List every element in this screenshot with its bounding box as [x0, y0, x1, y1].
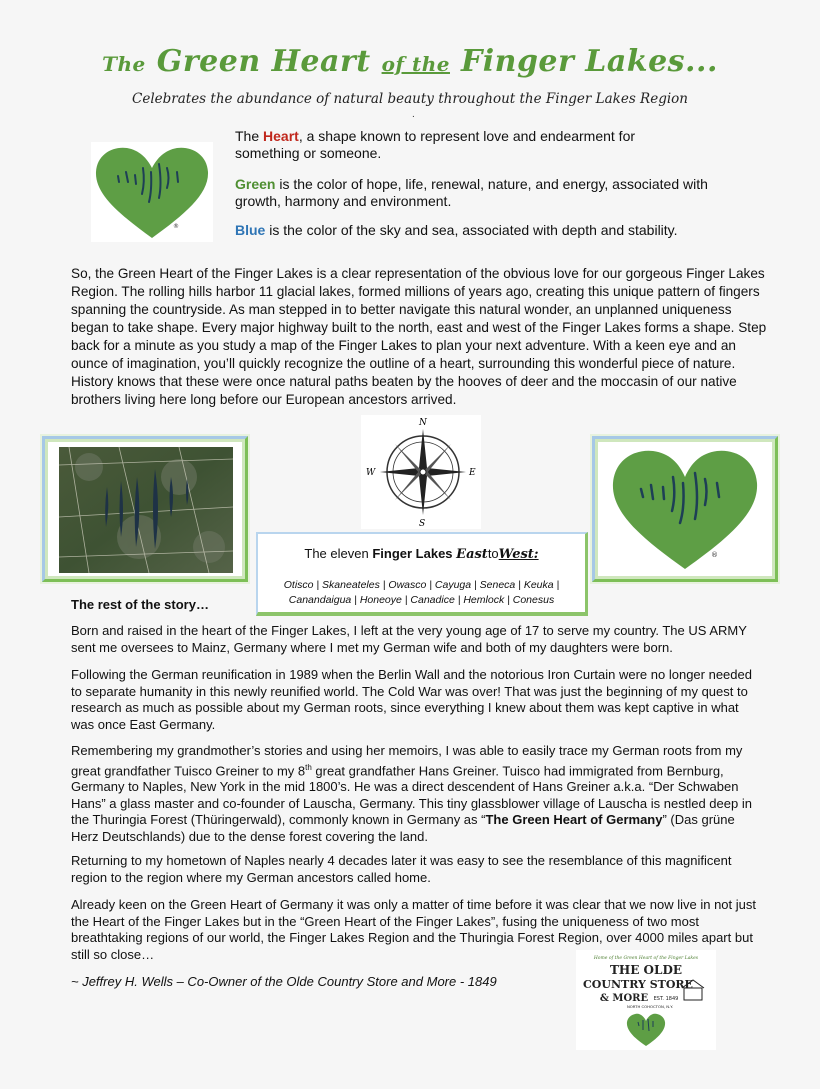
lakes-list [258, 578, 585, 608]
heart-frame [592, 436, 778, 582]
compass-north: N [419, 418, 427, 428]
green-heart-large-icon [607, 445, 763, 573]
blue-definition: Blue is the color of the sky and sea, associated with depth and stability. [235, 222, 678, 238]
finger-lakes-list-box [256, 532, 588, 616]
compass-east: E [469, 468, 476, 478]
lakes-box-heading: The eleven Finger Lakes EasttoWest: [304, 546, 539, 562]
finger-lakes-map-image [59, 447, 233, 573]
svg-text:THE OLDE: THE OLDE [609, 963, 683, 977]
story-paragraph-4: Returning to my hometown of Naples nearly 4 decades later it was easy to see the resemblance of this magnificent region to the region where my German ancestors called home. [71, 853, 732, 885]
page-title: The Green Heart of the Finger Lakes... [102, 44, 718, 79]
story-paragraph-3: Remembering my grandmother’s stories and using her memoirs, I was able to easily trace my German roots from my great grandfather Tuisco Greiner to my 8th great grandfather Hans Greiner. Tuisco had immigrated from Bernburg, Germany to Naples, New York in the mid 1800’s. He was a direct descendent of Hans Greiner a.k.a. “Der Schwaben Hans” a glass master and co-founder of Lauscha, Germany. This tiny glassblower village of Lauscha is nestled deep in the Thuringia Forest (Thüringerwald), commonly known in Germany as “The Green Heart of Germany” (Das grüne Herz Deutschlands) due to the dense forest covering the land. [71, 743, 752, 844]
compass-rose [361, 415, 481, 529]
olde-country-store-logo [576, 950, 716, 1050]
compass-west: W [366, 468, 376, 478]
svg-text:EST. 1849: EST. 1849 [653, 996, 679, 1002]
story-paragraph-5: Already keen on the Green Heart of Germany it was only a matter of time before it was clear that we now live in not just the Heart of the Finger Lakes but in the “Green Heart of the Finger Lakes”, fusing the uniqueness of two most breathtaking regions of our world, the Finger Lakes Region and the Thuringia Forest Region, over 4000 miles apart but still so close… [71, 897, 756, 962]
store-logo-graphic [576, 950, 716, 1050]
story-heading: The rest of the story… [71, 597, 209, 612]
heart-definition: The Heart, a shape known to represent love and endearment for something or someone. [235, 128, 636, 161]
svg-text:& MORE: & MORE [599, 993, 649, 1004]
separator-dot: . [412, 109, 415, 120]
compass-icon [361, 415, 481, 529]
compass-south: S [419, 519, 426, 529]
heart-logo-top [91, 142, 213, 242]
story-paragraph-2: Following the German reunification in 1989 when the Berlin Wall and the notorious Iron Curtain were no longer needed to separate humanity in this newly reunified world. The Cold War was over! That was just the beginning of my quest to research as much as possible about my German roots, since everything I knew about them was kept captive in what was once East Germany. [71, 667, 752, 732]
svg-text:Home of the Green Heart of the: Home of the Green Heart of the Finger Lakes [593, 956, 699, 961]
registered-mark-large: ® [711, 551, 718, 559]
green-heart-icon [91, 142, 213, 242]
svg-text:COUNTRY STORE: COUNTRY STORE [583, 978, 693, 991]
svg-text:NORTH COHOCTON, N.Y.: NORTH COHOCTON, N.Y. [626, 1004, 674, 1009]
page-subtitle: Celebrates the abundance of natural beauty throughout the Finger Lakes Region [132, 91, 688, 107]
signature: ~ Jeffrey H. Wells – Co-Owner of the Olde Country Store and More - 1849 [71, 974, 497, 989]
registered-mark: ® [173, 223, 179, 230]
story-paragraph-1: Born and raised in the heart of the Finger Lakes, I left at the very young age of 17 to serve my country. The US ARMY sent me oversees to Mainz, Germany where I met my German wife and both of my daughters were born. [71, 623, 747, 655]
lakes-list-line-1: Otisco | Skaneateles | Owasco | Cayuga | Seneca | Keuka | [283, 579, 560, 591]
green-definition: Green is the color of hope, life, renewal, nature, and energy, associated with growth, harmony and environment. [235, 176, 708, 209]
map-frame [42, 436, 248, 582]
main-paragraph: So, the Green Heart of the Finger Lakes is a clear representation of the obvious love for our gorgeous Finger Lakes Region. The rolling hills harbor 11 glacial lakes, formed millions of years ago, creating this unique pattern of fingers spanning the countryside. As man stepped in to better navigate this natural wonder, an unplanned uniqueness began to take shape. Every major highway built to the north, east and west of the Finger Lakes forms a shape. Step back for a minute as you study a map of the Finger Lakes to plan your next adventure. With a keen eye and an ounce of imagination, you’ll quickly recognize the outline of a heart, surrounding this wonderful piece of nature. History knows that these were once natural paths beaten by the hooves of deer and the moccasin of our native brothers living here long before our European ancestors arrived. [71, 266, 767, 407]
lakes-list-line-2: Canandaigua | Honeoye | Canadice | Hemlock | Conesus [288, 594, 555, 606]
